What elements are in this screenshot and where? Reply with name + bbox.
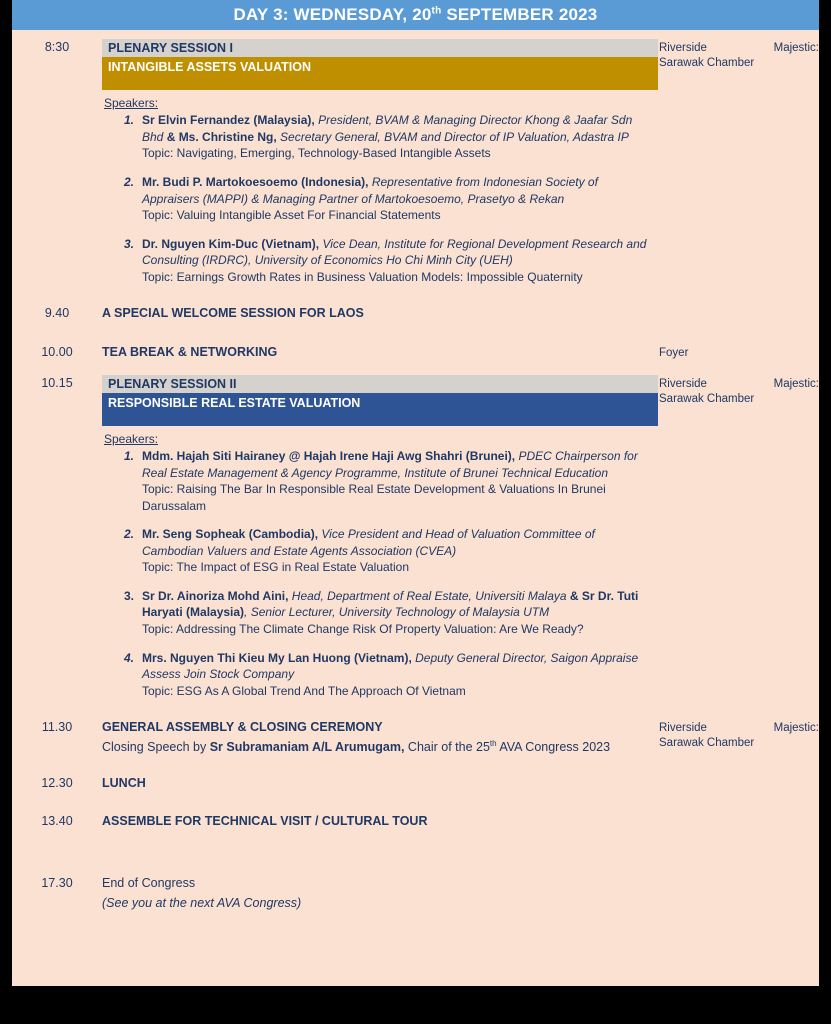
end-note bbox=[102, 891, 651, 912]
speaker-entry bbox=[102, 236, 651, 286]
session-cell bbox=[102, 875, 659, 912]
time-cell: 8:30 bbox=[44, 40, 70, 54]
venue-majestic: Majestic: bbox=[773, 42, 819, 54]
speaker-topic: Topic: Addressing The Climate Change Risk Of Property Valuation: Are We Ready? bbox=[142, 622, 584, 637]
speaker-topic: Topic: Navigating, Emerging, Technology-Based Intangible Assets bbox=[142, 146, 491, 161]
venue-cell bbox=[659, 875, 819, 877]
venue-cell bbox=[659, 813, 819, 815]
row-title: GENERAL ASSEMBLY & CLOSING CEREMONY bbox=[102, 720, 383, 735]
speaker-topic: Topic: Valuing Intangible Asset For Financial Statements bbox=[142, 208, 441, 223]
venue-riverside: Riverside bbox=[659, 42, 707, 54]
closing-speech-line bbox=[102, 735, 651, 756]
speaker-entry bbox=[102, 448, 651, 514]
speaker-topic: Topic: Raising The Bar In Responsible Real Estate Development & Valuations In Brunei Darussalam bbox=[142, 482, 606, 513]
agenda-row-general-assembly bbox=[12, 719, 819, 756]
time-cell: 17.30 bbox=[41, 876, 73, 891]
day-banner-title-post: SEPTEMBER 2023 bbox=[441, 5, 598, 24]
venue-cell bbox=[659, 344, 819, 361]
venue-sarawak: Sarawak Chamber bbox=[659, 57, 755, 70]
day-banner bbox=[12, 0, 819, 30]
spacer bbox=[12, 829, 819, 875]
speaker-topic: Topic: ESG As A Global Trend And The Approach Of Vietnam bbox=[142, 683, 466, 698]
speaker-entry bbox=[102, 650, 651, 700]
speaker-name-secondary: & Sr Dr. Tuti Haryati (Malaysia) bbox=[142, 588, 639, 620]
session-block bbox=[102, 375, 658, 426]
spacer bbox=[12, 791, 819, 813]
speaker-number: 2. bbox=[124, 527, 135, 542]
speaker-number: 1. bbox=[124, 113, 135, 128]
speaker-name: Mdm. Hajah Siti Hairaney @ Hajah Irene Haji Awg Shahri (Brunei), bbox=[142, 449, 516, 464]
session-cell bbox=[102, 813, 659, 829]
speaker-body bbox=[142, 448, 651, 514]
time-cell: 13.40 bbox=[41, 813, 73, 828]
agenda-row-technical-visit bbox=[12, 813, 819, 829]
speaker-body bbox=[142, 112, 651, 162]
speaker-name: Dr. Nguyen Kim-Duc (Vietnam), bbox=[142, 236, 320, 251]
speaker-name-secondary: & Ms. Christine Ng, bbox=[166, 129, 277, 144]
closing-speech-tail: AVA Congress 2023 bbox=[496, 740, 611, 755]
venue-cell bbox=[659, 39, 819, 71]
agenda-row-tea-break bbox=[12, 344, 819, 361]
venue-sarawak: Sarawak Chamber bbox=[659, 392, 755, 405]
row-title: A SPECIAL WELCOME SESSION FOR LAOS bbox=[102, 306, 364, 321]
speaker-topic: Topic: Earnings Growth Rates in Business Valuation Models: Impossible Quaternity bbox=[142, 269, 583, 284]
speaker-role-secondary: Secretary General, BVAM and Director of IP Valuation, Adastra IP bbox=[276, 129, 629, 144]
session-cell bbox=[102, 344, 659, 360]
closing-speech-ordinal: th bbox=[489, 739, 497, 749]
speaker-entry bbox=[102, 588, 651, 638]
speakers-label: Speakers: bbox=[104, 432, 159, 447]
speaker-role: Head, Department of Real Estate, Universiti Malaya bbox=[288, 588, 570, 603]
speaker-name: Mr. Budi P. Martokoesoemo (Indonesia), bbox=[142, 175, 369, 190]
speaker-body bbox=[142, 650, 651, 700]
speaker-entry bbox=[102, 526, 651, 576]
row-title: LUNCH bbox=[102, 775, 146, 790]
venue-majestic: Majestic: bbox=[773, 377, 819, 390]
speaker-entry bbox=[102, 112, 651, 162]
session-cell bbox=[102, 39, 659, 297]
day-banner-title bbox=[234, 5, 598, 25]
venue-cell bbox=[659, 305, 819, 307]
venue-line bbox=[659, 721, 819, 736]
time-cell: 12.30 bbox=[41, 775, 73, 790]
time-cell: 10.15 bbox=[41, 375, 73, 390]
speaker-body bbox=[142, 174, 651, 224]
agenda-table bbox=[12, 30, 819, 912]
speaker-topic: Topic: The Impact of ESG in Real Estate Valuation bbox=[142, 560, 410, 575]
day-banner-title-pre: DAY 3: WEDNESDAY, 20 bbox=[233, 5, 432, 24]
venue-cell bbox=[659, 375, 819, 407]
session-cell bbox=[102, 775, 659, 791]
time-cell: 11.30 bbox=[41, 720, 73, 735]
speaker-role: Vice Dean, Institute for Regional Development Research and Consulting (IRDRC), University of Economics Ho Chi Minh City (UEH) bbox=[142, 236, 647, 268]
venue-cell bbox=[659, 719, 819, 751]
spacer bbox=[12, 361, 819, 375]
speaker-name: Sr Elvin Fernandez (Malaysia), bbox=[142, 113, 315, 128]
venue-foyer: Foyer bbox=[659, 346, 689, 359]
speaker-entry bbox=[102, 174, 651, 224]
session-title: INTANGIBLE ASSETS VALUATION bbox=[102, 57, 658, 90]
spacer bbox=[12, 757, 819, 775]
spacer bbox=[12, 322, 819, 344]
venue-sarawak: Sarawak Chamber bbox=[659, 737, 755, 750]
agenda-sheet bbox=[12, 0, 819, 986]
day-banner-title-superscript: th bbox=[431, 5, 442, 17]
closing-speech-speaker: Sr Subramaniam A/L Arumugam, bbox=[209, 740, 405, 755]
speaker-role: PDEC Chairperson for Real Estate Management & Agency Programme, Institute of Brunei Technical Education bbox=[142, 449, 638, 480]
time-cell: 9.40 bbox=[44, 306, 70, 321]
row-title: TEA BREAK & NETWORKING bbox=[102, 344, 278, 359]
agenda-row-plenary-1 bbox=[12, 39, 819, 297]
speaker-role: President, BVAM & Managing Director Khong & Jaafar Sdn Bhd bbox=[142, 113, 633, 144]
closing-speech-post: Chair of the 25 bbox=[404, 740, 490, 755]
venue-riverside: Riverside bbox=[659, 722, 707, 735]
session-kicker: PLENARY SESSION I bbox=[102, 39, 658, 57]
venue-cell bbox=[659, 775, 819, 777]
speaker-number: 3. bbox=[124, 588, 135, 603]
speaker-role: Vice President and Head of Valuation Committee of Cambodian Valuers and Estate Agents Association (CVEA) bbox=[142, 527, 595, 558]
speaker-number: 2. bbox=[124, 175, 135, 190]
spacer bbox=[12, 297, 819, 305]
speaker-name: Mr. Seng Sopheak (Cambodia), bbox=[142, 527, 319, 542]
speaker-body bbox=[142, 526, 651, 576]
end-note-text: (See you at the next AVA Congress) bbox=[102, 896, 302, 911]
speaker-role: Deputy General Director, Saigon Appraise Assess Join Stock Company bbox=[142, 650, 639, 682]
speaker-name: Mrs. Nguyen Thi Kieu My Lan Huong (Vietnam), bbox=[142, 650, 412, 665]
speaker-body bbox=[142, 588, 651, 638]
speaker-role: Representative from Indonesian Society of Appraisers (MAPPI) & Managing Partner of Martokoesoemo, Prasetyo & Rekan bbox=[142, 175, 598, 206]
venue-majestic: Majestic: bbox=[773, 722, 819, 735]
agenda-row-lunch bbox=[12, 775, 819, 791]
session-cell bbox=[102, 305, 659, 321]
agenda-row-plenary-2 bbox=[12, 375, 819, 711]
venue-line bbox=[659, 377, 819, 392]
agenda-row-welcome-laos bbox=[12, 305, 819, 321]
row-title: End of Congress bbox=[102, 876, 196, 891]
speaker-number: 4. bbox=[124, 650, 135, 665]
agenda-row-end-of-congress bbox=[12, 875, 819, 912]
speaker-role-secondary: , Senior Lecturer, University Technology of Malaysia UTM bbox=[244, 605, 550, 620]
session-cell bbox=[102, 719, 659, 756]
closing-speech-pre: Closing Speech by bbox=[102, 740, 210, 755]
session-block bbox=[102, 39, 658, 90]
session-title: RESPONSIBLE REAL ESTATE VALUATION bbox=[102, 393, 658, 426]
spacer bbox=[12, 711, 819, 719]
row-title: ASSEMBLE FOR TECHNICAL VISIT / CULTURAL TOUR bbox=[102, 813, 428, 828]
speaker-number: 3. bbox=[124, 236, 135, 251]
session-kicker: PLENARY SESSION II bbox=[102, 375, 658, 393]
venue-line bbox=[659, 41, 819, 56]
speakers-label: Speakers: bbox=[104, 96, 159, 111]
speaker-body bbox=[142, 236, 651, 286]
venue-riverside: Riverside bbox=[659, 377, 707, 390]
time-cell: 10.00 bbox=[41, 344, 73, 359]
session-cell bbox=[102, 375, 659, 711]
speaker-number: 1. bbox=[124, 449, 135, 464]
speaker-name: Sr Dr. Ainoriza Mohd Aini, bbox=[142, 588, 289, 603]
